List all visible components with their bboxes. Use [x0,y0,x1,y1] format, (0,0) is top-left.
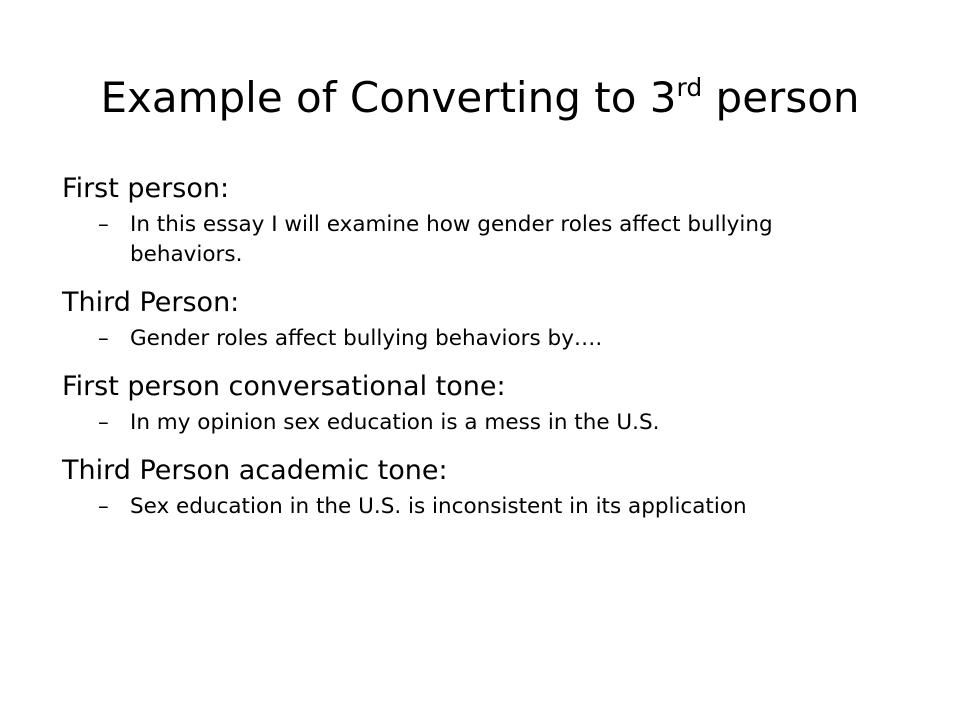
bullet-third-person-academic: Third Person academic tone: [62,455,448,486]
sub-bullet-text: Gender roles affect bullying behaviors by…. [130,326,603,351]
dash-marker: – [98,494,109,519]
bullet-first-person: First person: [62,173,230,204]
sub-bullet-third-person-academic [62,492,912,522]
dash-marker: – [98,212,109,237]
sub-bullet-third-person [62,324,912,354]
slide-title-prefix: Example of Converting to 3 [100,73,677,122]
slide-title-superscript: rd [676,73,703,102]
slide-body [62,168,912,534]
sub-bullet-first-person [62,210,912,270]
slide-title-suffix: person [702,73,860,122]
dash-marker: – [98,326,109,351]
sub-bullet-text: In this essay I will examine how gender roles affect bullying behaviors. [130,212,773,267]
dash-marker: – [98,410,109,435]
slide-title [48,60,912,136]
bullet-third-person: Third Person: [62,287,240,318]
bullet-first-person-conversational: First person conversational tone: [62,371,506,402]
sub-bullet-text: Sex education in the U.S. is inconsistent in its application [130,494,747,519]
sub-bullet-text: In my opinion sex education is a mess in the U.S. [130,410,660,435]
sub-bullet-first-person-conversational [62,408,912,438]
